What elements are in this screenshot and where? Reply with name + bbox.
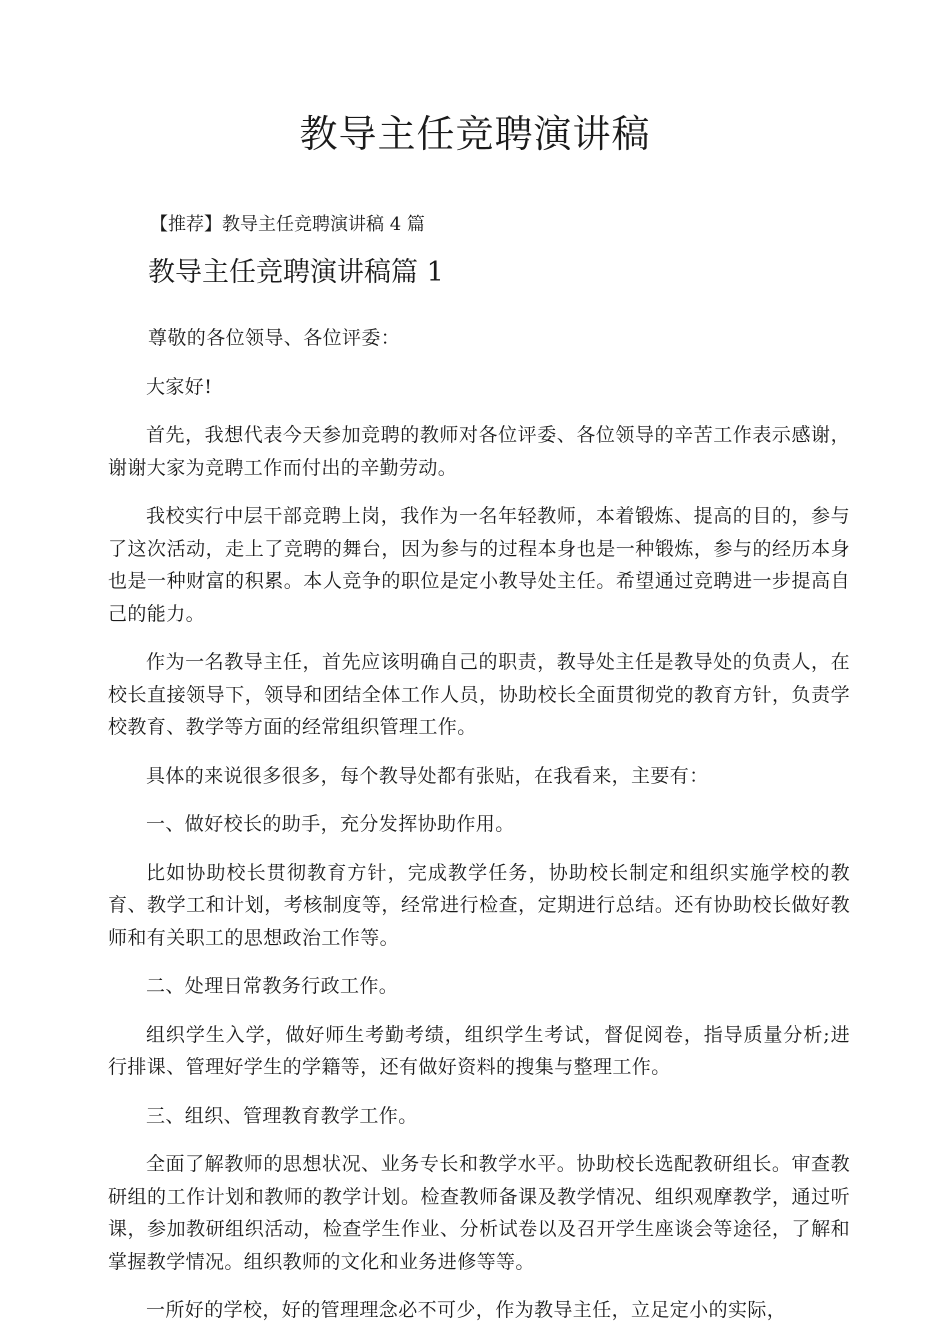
body-paragraph: 具体的来说很多很多，每个教导处都有张贴，在我看来，主要有： (146, 764, 709, 787)
point-heading-1: 一、做好校长的助手，充分发挥协助作用。 (146, 813, 515, 835)
salutation-paragraph: 尊敬的各位领导、各位评委： (148, 327, 401, 349)
document-body (108, 322, 850, 1343)
point-heading-3: 三、组织、管理教育教学工作。 (146, 1104, 418, 1127)
body-paragraph: 组织学生入学，做好师生考勤考绩，组织学生考试，督促阅卷，指导质量分析;进行排课、管理好学生的学籍等，还有做好资料的搜集与整理工作。 (108, 1023, 850, 1078)
document-title: 教导主任竞聘演讲稿 (299, 112, 651, 156)
body-paragraph: 我校实行中层干部竞聘上岗，我作为一名年轻教师，本着锻炼、提高的目的，参与了这次活动，走上了竞聘的舞台，因为参与的过程本身也是一种锻炼，参与的经历本身也是一种财富的积累。本人竞争的职位是定小教导处主任。希望通过竞聘进一步提高自己的能力。 (108, 505, 850, 625)
body-paragraph: 作为一名教导主任，首先应该明确自己的职责，教导处主任是教导处的负责人，在校长直接领导下，领导和团结全体工作人员，协助校长全面贯彻党的教育方针，负责学校教育、教学等方面的经常组织管理工作。 (108, 651, 850, 738)
point-heading-2: 二、处理日常教务行政工作。 (146, 975, 399, 997)
body-paragraph: 比如协助校长贯彻教育方针，完成教学任务，协助校长制定和组织实施学校的教育、教学工和计划，考核制度等，经常进行检查，定期进行总结。还有协助校长做好教师和有关职工的思想政治工作等。 (108, 861, 850, 949)
section-title: 教导主任竞聘演讲稿篇 1 (148, 257, 444, 288)
body-paragraph: 全面了解教师的思想状况、业务专长和教学水平。协助校长选配教研组长。审查教研组的工作计划和教师的教学计划。检查教师备课及教学情况、组织观摩教学，通过听课，参加教研组织活动，检查学生作业、分析试卷以及召开学生座谈会等途径，了解和掌握教学情况。组织教师的文化和业务进修等等。 (108, 1153, 850, 1273)
greeting-paragraph: 大家好! (146, 375, 213, 398)
body-paragraph: 首先，我想代表今天参加竞聘的教师对各位评委、各位领导的辛苦工作表示感谢，谢谢大家为竞聘工作而付出的辛勤劳动。 (108, 424, 850, 479)
body-paragraph: 一所好的学校，好的管理理念必不可少，作为教导主任，立足定小的实际， (146, 1299, 787, 1321)
recommend-line: 【推荐】教导主任竞聘演讲稿 4 篇 (150, 214, 425, 235)
